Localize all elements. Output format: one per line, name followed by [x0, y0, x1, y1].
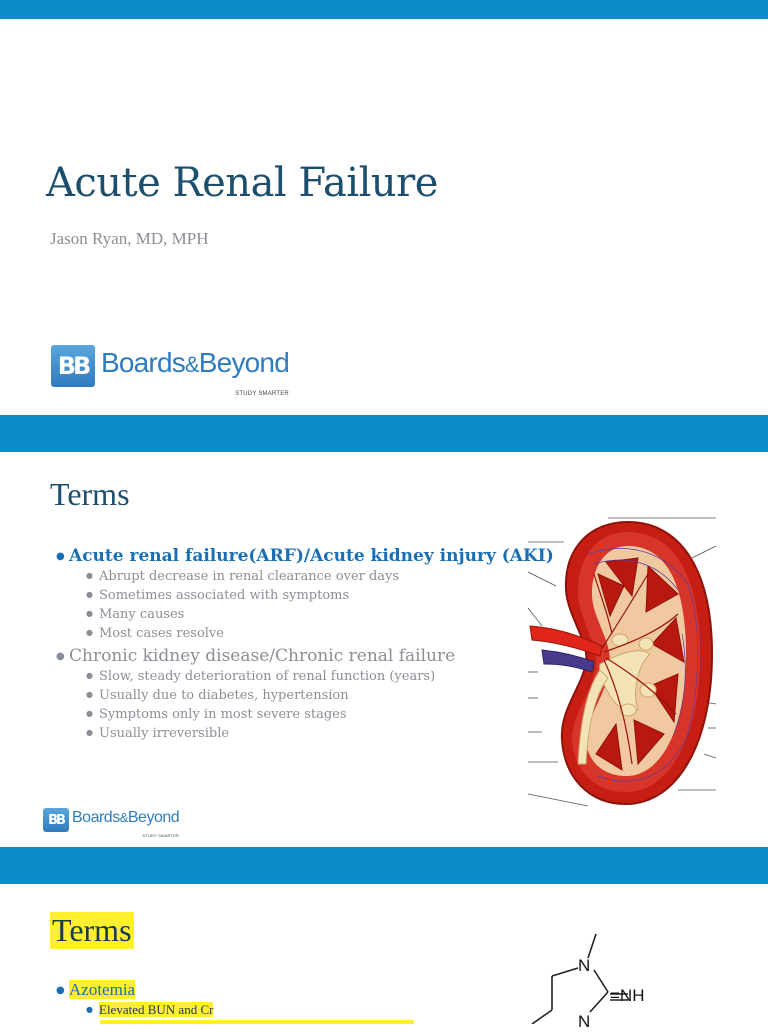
bullet-text: Usually irreversible — [99, 726, 230, 741]
bullet-text: Acute renal failure(ARF)/Acute kidney injury (AKI) — [69, 546, 554, 566]
creatinine-structure — [528, 930, 678, 1031]
top-banner — [0, 0, 768, 19]
bullet-dot: ● — [86, 690, 93, 699]
logo-tagline: STUDY SMARTER — [235, 391, 289, 397]
logo-word-b: Beyond — [198, 347, 289, 378]
bb-logo-mark: BB — [51, 345, 95, 387]
bullet-text: Most cases resolve — [99, 626, 224, 641]
list-item — [86, 569, 399, 584]
slide-divider — [0, 415, 768, 452]
bullet-dot: ● — [56, 651, 65, 662]
bullet-text: Usually due to diabetes, hypertension — [99, 688, 349, 703]
imine-label: =NH — [610, 986, 645, 1005]
logo-tagline: STUDY SMARTER — [142, 833, 180, 838]
bullet-dot: ● — [86, 590, 93, 599]
bullet-text: Sometimes associated with symptoms — [99, 588, 350, 603]
list-item — [56, 646, 455, 666]
list-item — [86, 707, 347, 722]
bullet-dot: ● — [56, 551, 65, 562]
logo-word-b: Beyond — [127, 809, 180, 826]
bullet-dot: ● — [86, 628, 93, 637]
bullet-text: Elevated BUN and Cr — [99, 1002, 214, 1017]
cut-off-line — [100, 1020, 414, 1024]
atom-label: N — [578, 1012, 591, 1031]
bullet-dot: ● — [86, 571, 93, 580]
list-item — [86, 669, 435, 684]
logo-amp: & — [184, 352, 199, 377]
list-item — [56, 980, 135, 1000]
slide-title: Terms — [50, 476, 130, 512]
bullet-text: Symptoms only in most severe stages — [99, 707, 347, 722]
boards-beyond-logo — [43, 808, 180, 838]
slide-title: Acute Renal Failure — [46, 160, 438, 206]
logo-word-a: Boards — [72, 809, 120, 826]
kidney-diagram — [528, 514, 718, 814]
list-item — [56, 546, 554, 566]
bullet-dot: ● — [56, 985, 65, 996]
slide-author: Jason Ryan, MD, MPH — [50, 229, 209, 248]
slide-title: Terms — [52, 912, 132, 948]
slide-divider — [0, 847, 768, 884]
boards-beyond-logo — [51, 345, 289, 397]
bullet-text: Many causes — [99, 607, 185, 622]
bullet-dot: ● — [86, 728, 93, 737]
bullet-text: Chronic kidney disease/Chronic renal failure — [69, 646, 456, 666]
atom-label: N — [578, 956, 591, 975]
list-item — [86, 688, 349, 703]
list-item — [86, 588, 349, 603]
bb-logo-mark: BB — [43, 808, 69, 832]
logo-amp: & — [119, 810, 128, 825]
bullet-text: Abrupt decrease in renal clearance over days — [99, 569, 400, 584]
list-item — [86, 1002, 213, 1018]
bullet-dot: ● — [86, 671, 93, 680]
bullet-text: Slow, steady deterioration of renal function (years) — [99, 669, 436, 684]
list-item — [86, 607, 184, 622]
bullet-dot: ● — [86, 709, 93, 718]
bullet-dot: ● — [86, 609, 93, 618]
logo-wordmark — [101, 345, 289, 397]
list-item — [86, 726, 229, 741]
logo-wordmark — [72, 808, 180, 838]
logo-word-a: Boards — [101, 347, 185, 378]
molecule-bonds — [528, 930, 678, 1024]
bullet-text: Azotemia — [69, 980, 136, 999]
list-item — [86, 626, 224, 641]
bullet-dot: ● — [86, 1005, 93, 1014]
